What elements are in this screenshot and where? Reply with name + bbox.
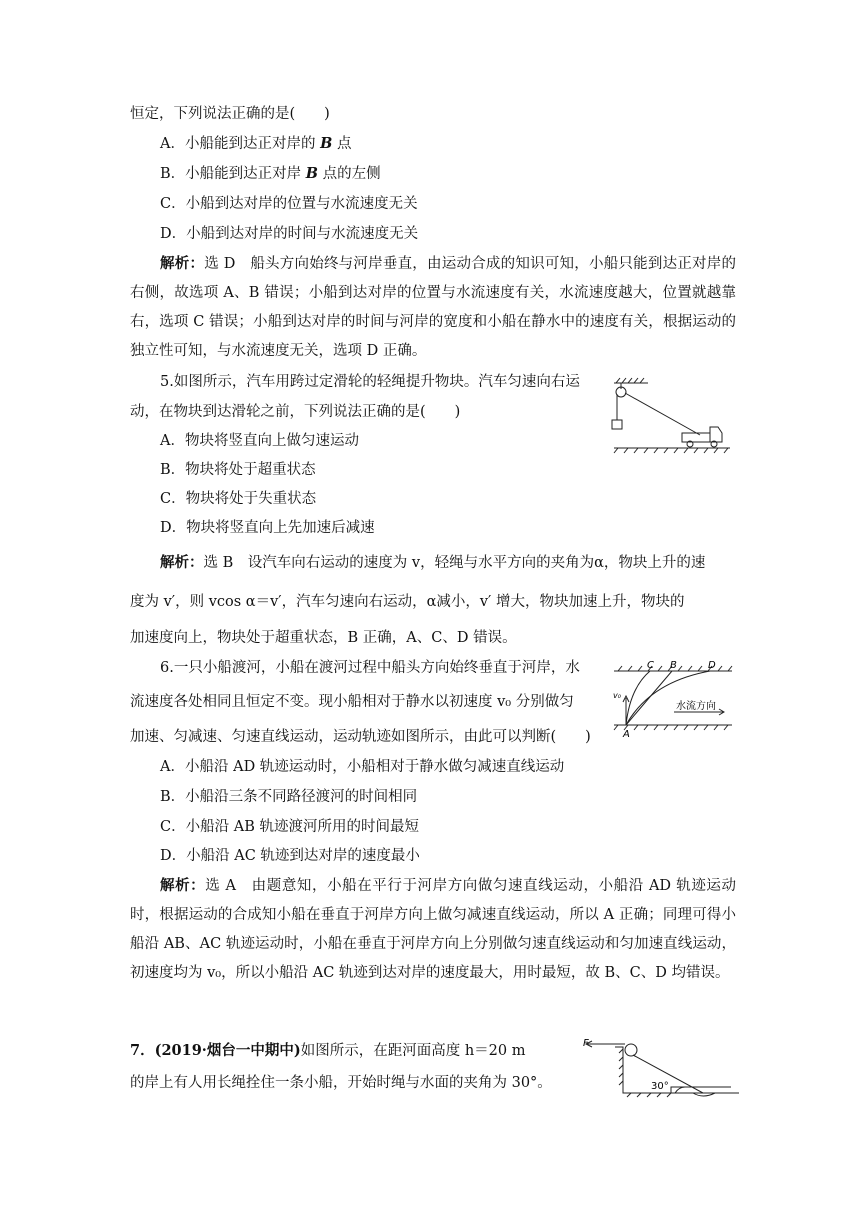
q4-option-a: A．小船能到达正对岸的 B 点 <box>160 135 352 152</box>
q4-stem-tail: 恒定，下列说法正确的是( ) <box>130 106 330 122</box>
label-d: D <box>708 660 716 671</box>
q5-option-b: B．物块将处于超重状态 <box>160 462 316 478</box>
q5-option-c: C．物块将处于失重状态 <box>160 491 317 507</box>
q5-answer-line2: 度为 v′，则 vcos α＝v′，汽车匀速向右运动，α减小，v′ 增大，物块加速上升，物块的 <box>130 594 685 610</box>
q7-stem-line1: 7．(2019·烟台一中期中)如图所示，在距河面高度 h＝20 m <box>130 1042 526 1059</box>
q6-option-c: C．小船沿 AB 轨迹渡河所用的时间最短 <box>160 819 419 835</box>
block-icon <box>612 420 622 429</box>
label-c: C <box>647 660 654 671</box>
q5-figure <box>608 377 734 457</box>
angle-arc <box>675 1087 685 1093</box>
q6-answer: 解析：选 A 由题意知，小船在平行于河岸方向做匀速直线运动，小船沿 AD 轨迹运动时，根据运动的合成知小船在垂直于河岸方向上做匀减速直线运动，所以 A 正确；同理可得小船沿 AB、AC 轨迹运动时，小船在垂直于河岸方向上分别做匀速直线运动和匀加速直线运动，初速度均为 v₀，所以小船沿 AC 轨迹到达对岸的速度最大，用时最短，故 B、C、D 均错误。 <box>130 877 736 981</box>
path-ac <box>626 671 650 725</box>
q5-option-a: A．物块将竖直向上做匀速运动 <box>160 433 359 449</box>
label-angle: 30° <box>651 1081 669 1092</box>
q4-answer: 解析：选 D 船头方向始终与河岸垂直，由运动合成的知识可知，小船只能到达正对岸的右侧，故选项 A、B 错误；小船到达对岸的位置与水流速度有关，水流速度越大，位置就越靠右，选项 C 错误；小船到达对岸的时间与河岸的宽度和小船在静水中的速度有关，根据运动的独立性可知，与水流速度无关，选项 D 正确。 <box>130 255 737 359</box>
q6-stem-line1: 6.一只小船渡河，小船在渡河过程中船头方向始终垂直于河岸，水 <box>160 660 580 676</box>
q5-option-d: D．物块将竖直向上先加速后减速 <box>160 520 375 536</box>
q5-stem-line1: 5.如图所示，汽车用跨过定滑轮的轻绳提升物块。汽车匀速向右运 <box>160 374 580 390</box>
q5-stem-line2: 动，在物块到达滑轮之前，下列说法正确的是( ) <box>130 404 461 420</box>
label-f: F <box>583 1038 589 1049</box>
ceiling-hatch <box>616 378 644 383</box>
q4-option-c: C．小船到达对岸的位置与水流速度无关 <box>160 196 418 212</box>
label-a: A <box>623 729 630 740</box>
rope-slanted <box>625 393 700 435</box>
q6-option-d: D．小船沿 AC 轨迹到达对岸的速度最小 <box>160 848 420 864</box>
q7-figure <box>575 1033 745 1105</box>
path-ad <box>626 671 710 725</box>
near-bank-hatch <box>614 725 728 730</box>
q6-stem-line3: 加速、匀减速、匀速直线运动，运动轨迹如图所示，由此可以判断( ) <box>130 729 591 745</box>
bank-profile <box>615 1047 731 1093</box>
q6-option-b: B．小船沿三条不同路径渡河的时间相同 <box>160 789 418 805</box>
q4-option-d: D．小船到达对岸的时间与水流速度无关 <box>160 226 419 242</box>
q6-option-a: A．小船沿 AD 轨迹运动时，小船相对于静水做匀减速直线运动 <box>160 759 565 775</box>
label-v0: v₀ <box>613 691 621 700</box>
q4-option-b: B．小船能到达正对岸 B 点的左侧 <box>160 165 381 182</box>
ground-hatch <box>614 448 728 453</box>
q5-answer-line3: 加速度向上，物块处于超重状态，B 正确，A、C、D 错误。 <box>130 630 517 646</box>
q6-figure <box>610 658 736 740</box>
q5-answer-line1: 解析：选 B 设汽车向右运动的速度为 v，轻绳与水平方向的夹角为α，物块上升的速 <box>160 554 706 571</box>
label-b: B <box>670 660 677 671</box>
label-flow: 水流方向 <box>676 701 716 712</box>
path-ab <box>626 671 672 725</box>
q7-stem-line2: 的岸上有人用长绳拴住一条小船，开始时绳与水面的夹角为 30°。 <box>130 1075 552 1091</box>
pulley-icon <box>625 1044 637 1056</box>
car-icon <box>682 427 722 447</box>
q6-stem-line2: 流速度各处相同且恒定不变。现小船相对于静水以初速度 v₀ 分别做匀 <box>130 694 574 710</box>
